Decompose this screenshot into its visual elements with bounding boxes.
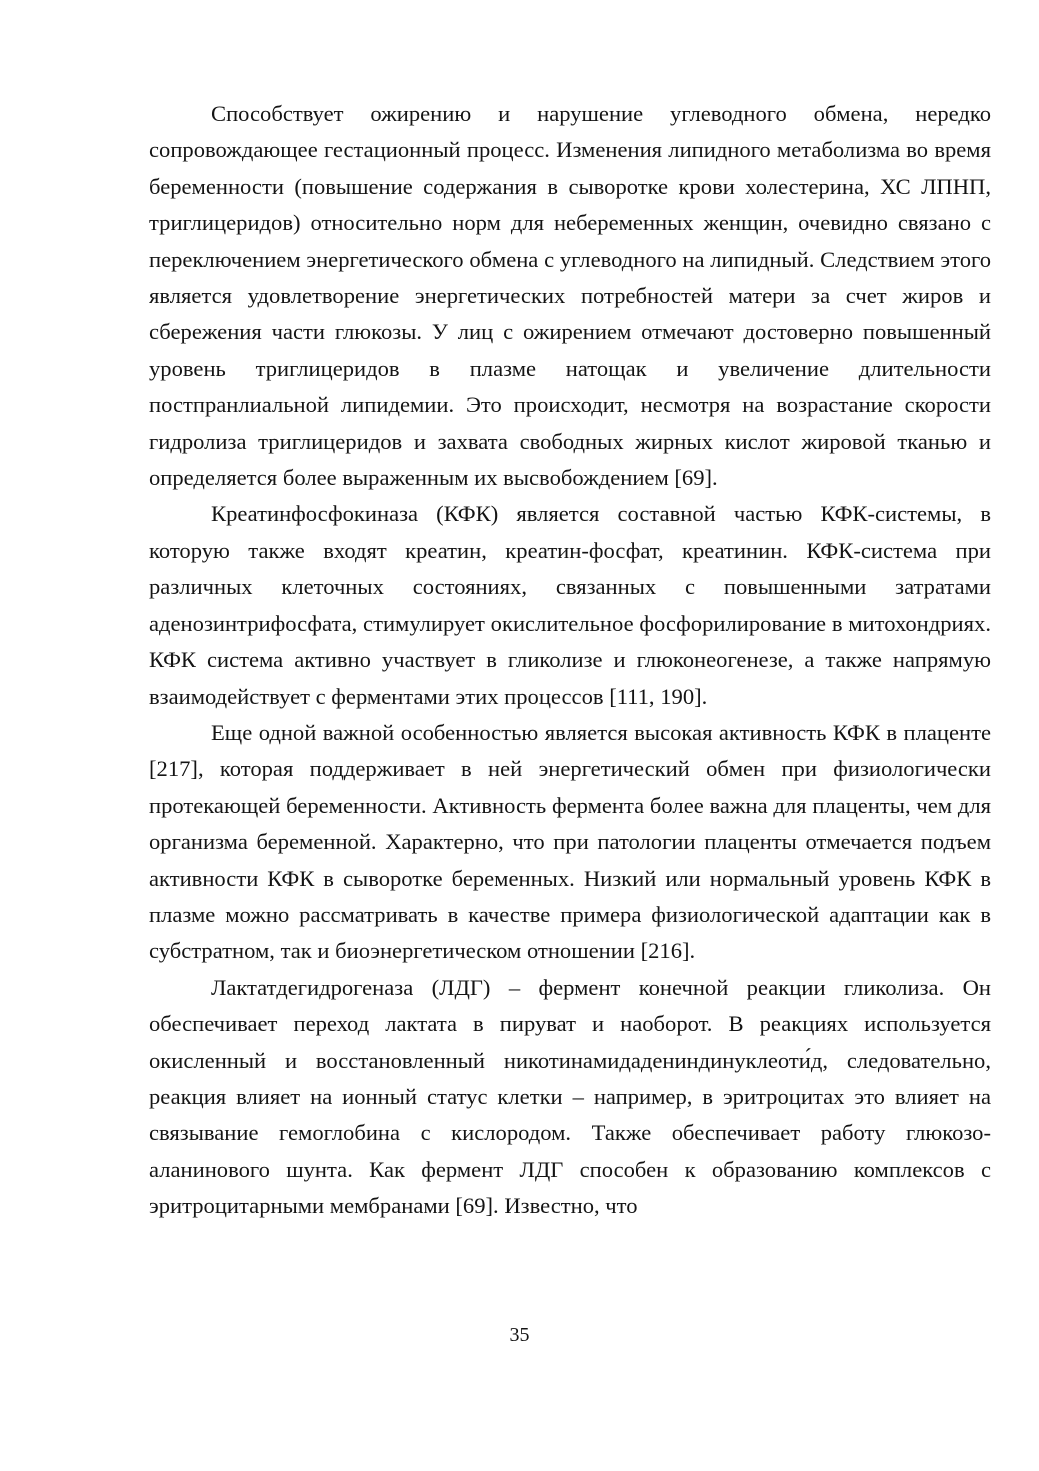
paragraph: Еще одной важной особенностью является высокая активность КФК в плаценте [217], которая поддерживает в ней энергетический обмен при физиологически протекающей беременности. Активность фермента более важна для плаценты, чем для организма беременной. Характерно, что при патологии плаценты отмечается подъем активности КФК в сыворотке беременных. Низкий или нормальный уровень КФК в плазме можно рассматривать в качестве примера физиологической адаптации как в субстратном, так и биоэнергетическом отношении [216]. bbox=[149, 719, 991, 964]
page-number: 35 bbox=[509, 1324, 530, 1346]
body-text bbox=[149, 96, 991, 1225]
paragraph: Креатинфосфокиназа (КФК) является составной частью КФК-системы, в которую также входят креатин, креатин-фосфат, креатинин. КФК-система при различных клеточных состояниях, связанных с повышенными затратами аденозинтрифосфата, стимулирует окислительное фосфорилирование в митохондриях. КФК система активно участвует в гликолизе и глюконеогенезе, а также напрямую взаимодействует с ферментами этих процессов [111, 190]. bbox=[149, 501, 991, 709]
paragraph: Лактатдегидрогеназа (ЛДГ) – фермент конечной реакции гликолиза. Он обеспечивает переход лактата в пируват и наоборот. В реакциях используется окисленный и восстановленный никотинамидадениндинуклеоти́д, следовательно, реакция влияет на ионный статус клетки – например, в эритроцитах это влияет на связывание гемоглобина с кислородом. Также обеспечивает работу глюкозо-аланинового шунта. Как фермент ЛДГ способен к образованию комплексов с эритроцитарными мембранами [69]. Известно, что bbox=[149, 974, 991, 1219]
paragraph: Способствует ожирению и нарушение углеводного обмена, нередко сопровождающее гестационный процесс. Изменения липидного метаболизма во время беременности (повышение содержания в сыворотке крови холестерина, ХС ЛПНП, триглицеридов) относительно норм для небеременных женщин, очевидно связано с переключением энергетического обмена с углеводного на липидный. Следствием этого является удовлетворение энергетических потребностей матери за счет жиров и сбережения части глюкозы. У лиц с ожирением отмечают достоверно повышенный уровень триглицеридов в плазме натощак и увеличение длительности постпранлиальной липидемии. Это происходит, несмотря на возрастание скорости гидролиза триглицеридов и захвата свободных жирных кислот жировой тканью и определяется более выраженным их высвобождением [69]. bbox=[149, 101, 991, 491]
